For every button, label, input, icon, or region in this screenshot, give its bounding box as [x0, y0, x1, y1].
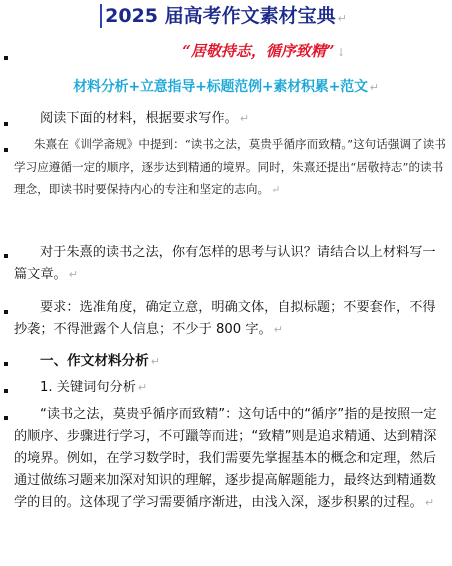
paragraph-mark-icon: ↓: [336, 46, 346, 59]
requirements-text: 要求：选准角度，确定立意，明确文体，自拟标题；不要套作，不得抄袭；不得泄露个人信息；不少于 800 字。: [14, 300, 436, 337]
paragraph-mark-icon: ↵: [424, 496, 435, 509]
material-outline-line[interactable]: [0, 76, 452, 99]
analysis-text: “读书之法，莫贵乎循序而致精”：这句话中的“循序”指的是按照一定的顺序、步骤进行学习，不可躐等而进；“致精”则是追求精通、达到精深的境界。例如，在学习数学时，我们需要先掌握基本的概念和定理，然后通过做练习题来加深对知识的理解，逐步提高解题能力，最终达到精通数学的目的。这体现了学习需要循序渐进，由浅入深，逐步积累的过程。: [14, 407, 437, 510]
paragraph-mark-icon: ↵: [273, 323, 283, 336]
subsection-heading[interactable]: [14, 377, 446, 399]
paragraph-bullet: [4, 389, 8, 393]
paragraph-mark-icon: ↵: [239, 112, 250, 125]
paragraph-mark-icon: ↵: [150, 355, 160, 368]
paragraph-bullet: [4, 122, 8, 126]
section-heading[interactable]: [14, 350, 446, 373]
paragraph-bullet: [4, 254, 8, 258]
analysis-paragraph[interactable]: [14, 404, 446, 514]
paragraph-mark-icon: ↵: [137, 381, 148, 394]
paragraph-mark-icon: ↵: [271, 183, 281, 196]
instruction-text: 阅读下面的材料，根据要求写作。: [40, 111, 238, 126]
quote-text: 朱熹在《训学斋规》中提到：“读书之法，莫贵乎循序而致精。”这句话强调了读书学习应遵循一定的顺序，逐步达到精通的境界。同时，朱熹还提出“居敬持志”的读书理念，即读书时要保持内心的专注和坚定的志向。: [14, 137, 446, 196]
paragraph-bullet: [4, 148, 8, 152]
section-heading-text: 一、作文材料分析: [40, 353, 149, 369]
document-subtitle-text: “居敬持志，循序致精”: [182, 42, 335, 60]
instruction-paragraph[interactable]: [14, 108, 446, 130]
paragraph-bullet: [4, 416, 8, 420]
paragraph-mark-icon: ↵: [337, 12, 347, 25]
paragraph-mark-icon: ↵: [68, 268, 78, 281]
paragraph-bullet: [4, 310, 8, 314]
prompt-paragraph[interactable]: [14, 242, 446, 286]
requirements-paragraph[interactable]: [14, 297, 446, 341]
document-subtitle[interactable]: [0, 40, 452, 64]
paragraph-mark-icon: ↵: [369, 81, 379, 94]
prompt-text: 对于朱熹的读书之法，你有怎样的思考与认识？请结合以上材料写一篇文章。: [14, 245, 436, 282]
subsection-heading-text: 1. 关键词句分析: [40, 380, 136, 395]
quote-paragraph[interactable]: [14, 133, 446, 202]
document-title-text: 2025 届高考作文素材宝典: [105, 5, 336, 27]
paragraph-bullet: [4, 362, 8, 366]
material-outline-text: 材料分析+立意指导+标题范例+素材积累+范文: [73, 79, 368, 95]
document-title[interactable]: [0, 4, 452, 31]
